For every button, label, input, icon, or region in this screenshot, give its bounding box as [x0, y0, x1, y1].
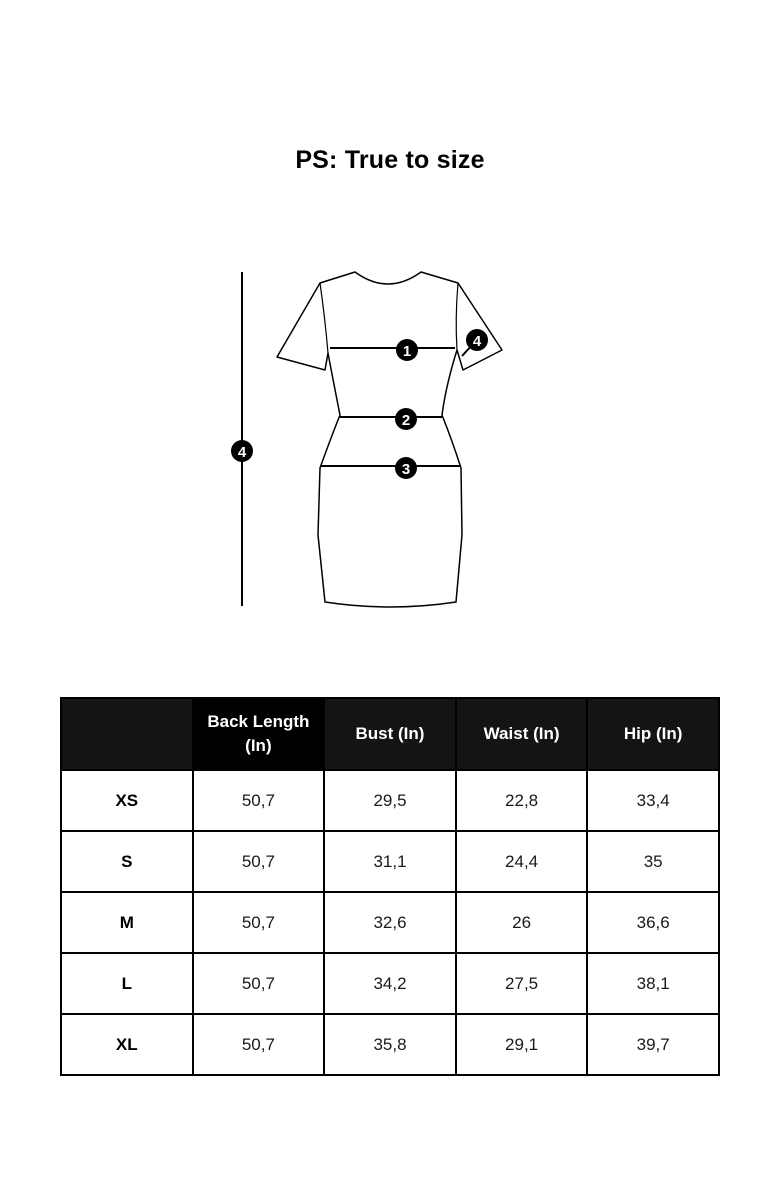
svg-text:2: 2	[401, 412, 411, 429]
back-length-value: 50,7	[193, 892, 325, 953]
waist-value: 26	[456, 892, 588, 953]
hip-value: 39,7	[587, 1014, 719, 1075]
page-title: PS: True to size	[295, 146, 485, 174]
bust-value: 31,1	[324, 831, 456, 892]
svg-text:4: 4	[472, 333, 482, 350]
size-label: L	[61, 953, 193, 1014]
size-label: XS	[61, 770, 193, 831]
size-chart-table	[60, 697, 720, 1076]
table-row	[61, 831, 719, 892]
dress-outline	[277, 272, 502, 607]
back-length-value: 50,7	[193, 1014, 325, 1075]
bust-value: 32,6	[324, 892, 456, 953]
size-label: XL	[61, 1014, 193, 1075]
size-label: M	[61, 892, 193, 953]
hip-value: 38,1	[587, 953, 719, 1014]
header-back-length: Back Length (In)	[193, 698, 325, 770]
table-row	[61, 770, 719, 831]
hip-value: 36,6	[587, 892, 719, 953]
header-waist: Waist (In)	[456, 698, 588, 770]
back-length-value: 50,7	[193, 953, 325, 1014]
waist-value: 22,8	[456, 770, 588, 831]
marker-waist	[395, 408, 417, 430]
waist-value: 24,4	[456, 831, 588, 892]
waist-value: 29,1	[456, 1014, 588, 1075]
svg-text:4: 4	[237, 444, 247, 461]
marker-length	[231, 440, 253, 462]
waist-value: 27,5	[456, 953, 588, 1014]
size-label: S	[61, 831, 193, 892]
header-bust: Bust (In)	[324, 698, 456, 770]
shoulder-seam-left	[320, 283, 328, 353]
svg-text:1: 1	[402, 343, 412, 360]
bust-value: 34,2	[324, 953, 456, 1014]
svg-text:3: 3	[401, 461, 411, 478]
hip-value: 33,4	[587, 770, 719, 831]
back-length-value: 50,7	[193, 770, 325, 831]
bust-value: 29,5	[324, 770, 456, 831]
shoulder-seam-right	[456, 283, 458, 350]
marker-sleeve	[466, 329, 488, 351]
table-header-row	[61, 698, 719, 770]
table-row	[61, 892, 719, 953]
hip-value: 35	[587, 831, 719, 892]
header-size	[61, 698, 193, 770]
marker-bust	[396, 339, 418, 361]
back-length-value: 50,7	[193, 831, 325, 892]
table-row	[61, 1014, 719, 1075]
marker-hip	[395, 457, 417, 479]
header-hip: Hip (In)	[587, 698, 719, 770]
table-row	[61, 953, 719, 1014]
bust-value: 35,8	[324, 1014, 456, 1075]
